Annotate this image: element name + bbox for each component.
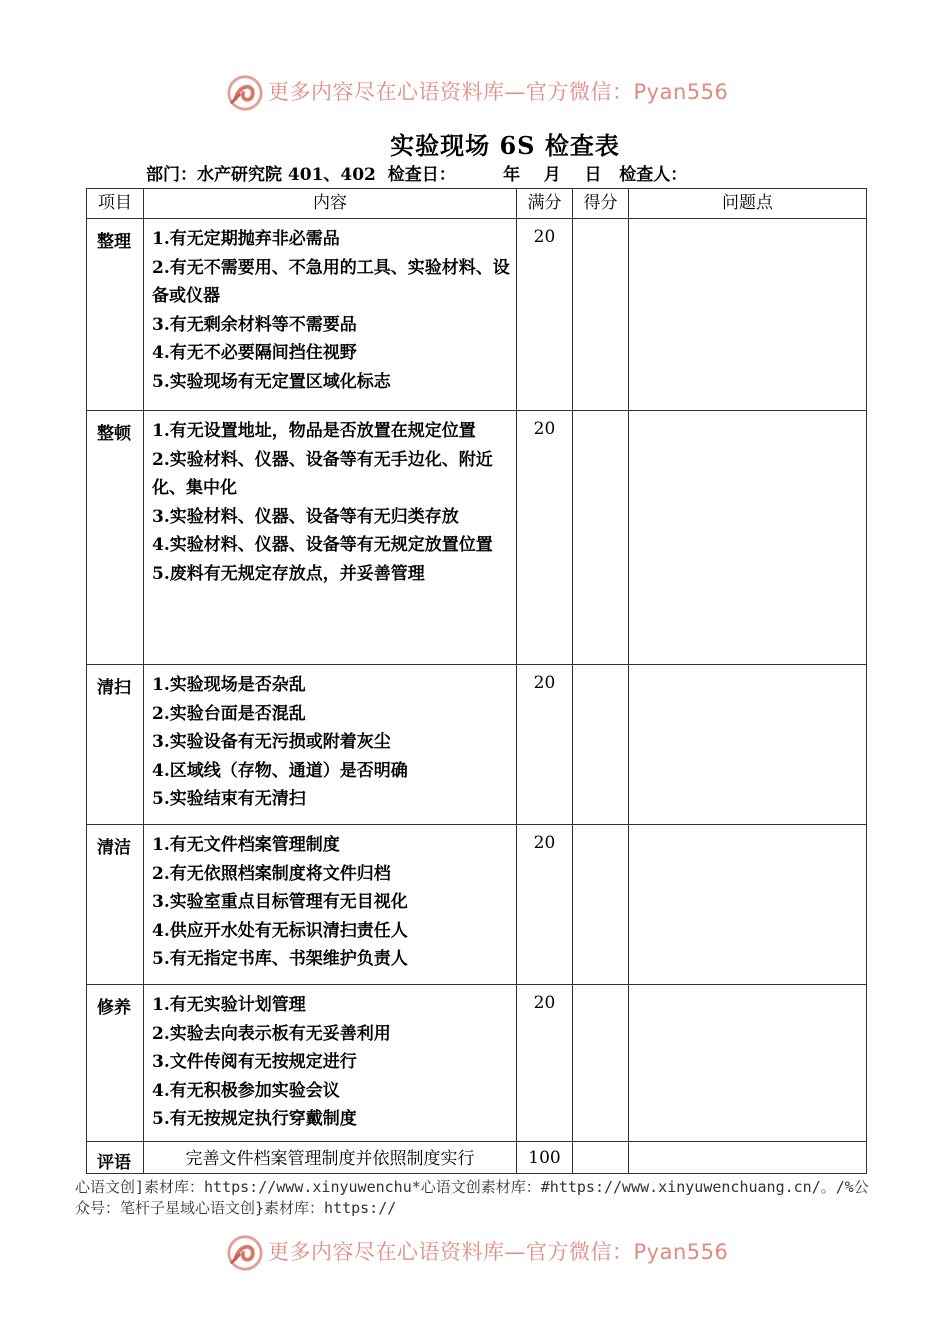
content-cell — [144, 411, 517, 665]
check-date-label: 检查日： — [387, 165, 456, 185]
full-score-cell: 20 — [517, 665, 573, 825]
issues-input-cell[interactable] — [629, 985, 867, 1142]
category-cell: 清扫 — [87, 665, 144, 825]
issues-input-cell[interactable] — [629, 825, 867, 985]
content-cell — [144, 665, 517, 825]
list-item: 4.有无积极参加实验会议 — [152, 1080, 340, 1101]
list-item: 1.有无设置地址，物品是否放置在规定位置 — [152, 421, 476, 441]
promo-banner-top — [0, 72, 950, 116]
table-row — [87, 219, 867, 411]
list-item: 2.实验台面是否混乱 — [152, 703, 306, 724]
list-item: 4.区域线（存物、通道）是否明确 — [152, 760, 408, 781]
evaluation-row — [87, 1142, 867, 1174]
header-issues: 问题点 — [629, 189, 867, 219]
list-item: 1.有无定期抛弃非必需品 — [152, 229, 340, 249]
meta-line — [146, 164, 687, 186]
score-input-cell[interactable] — [573, 1142, 629, 1174]
evaluation-text: 完善文件档案管理制度并依照制度实行 — [144, 1142, 517, 1174]
inspector-label: 检查人： — [619, 165, 688, 185]
day-label: 日 — [584, 165, 602, 185]
table-header-row — [87, 189, 867, 219]
issues-input-cell[interactable] — [629, 411, 867, 665]
category-cell: 整理 — [87, 219, 144, 411]
content-cell — [144, 219, 517, 411]
score-input-cell[interactable] — [573, 411, 629, 665]
list-item: 2.有无不需要用、不急用的工具、实验材料、设备或仪器 — [152, 257, 510, 306]
score-input-cell[interactable] — [573, 665, 629, 825]
list-item: 1.有无实验计划管理 — [152, 995, 306, 1015]
score-input-cell[interactable] — [573, 985, 629, 1142]
list-item: 5.有无指定书库、书架维护负责人 — [152, 949, 408, 969]
full-score-cell: 20 — [517, 411, 573, 665]
category-cell: 修养 — [87, 985, 144, 1142]
banner-text: 更多内容尽在心语资料库—官方微信：Pyan556 — [268, 1240, 729, 1264]
table-row — [87, 411, 867, 665]
list-item: 2.有无依照档案制度将文件归档 — [152, 863, 391, 884]
list-item: 5.有无按规定执行穿戴制度 — [152, 1109, 357, 1129]
department-label: 部门：水产研究院 401、402 — [146, 165, 376, 185]
list-item: 4.有无不必要隔间挡住视野 — [152, 343, 357, 363]
score-input-cell[interactable] — [573, 219, 629, 411]
issues-input-cell[interactable] — [629, 1142, 867, 1174]
category-cell: 清洁 — [87, 825, 144, 985]
list-item: 1.实验现场是否杂乱 — [152, 675, 306, 695]
content-cell — [144, 825, 517, 985]
list-item: 4.实验材料、仪器、设备等有无规定放置位置 — [152, 535, 493, 555]
list-item: 4.供应开水处有无标识清扫责任人 — [152, 920, 408, 941]
full-score-cell: 20 — [517, 219, 573, 411]
list-item: 5.实验现场有无定置区域化标志 — [152, 371, 391, 392]
score-input-cell[interactable] — [573, 825, 629, 985]
inspection-table — [86, 188, 867, 1174]
table-row — [87, 665, 867, 825]
evaluation-label: 评语 — [87, 1142, 144, 1174]
year-label: 年 — [503, 165, 521, 185]
month-label: 月 — [543, 165, 561, 185]
list-item: 5.废料有无规定存放点，并妥善管理 — [152, 563, 425, 584]
issues-input-cell[interactable] — [629, 665, 867, 825]
document-title: 实验现场 6S 检查表 — [390, 131, 620, 160]
list-item: 5.实验结束有无清扫 — [152, 789, 306, 809]
swirl-logo-icon — [226, 1234, 264, 1272]
list-item: 2.实验去向表示板有无妥善利用 — [152, 1023, 391, 1044]
list-item: 3.实验室重点目标管理有无目视化 — [152, 892, 408, 912]
issues-input-cell[interactable] — [629, 219, 867, 411]
table-row — [87, 825, 867, 985]
category-cell: 整顿 — [87, 411, 144, 665]
header-content: 内容 — [144, 189, 517, 219]
header-score: 得分 — [573, 189, 629, 219]
full-score-cell: 20 — [517, 825, 573, 985]
header-category: 项目 — [87, 189, 144, 219]
promo-banner-bottom — [0, 1232, 950, 1276]
table-row — [87, 985, 867, 1142]
list-item: 3.文件传阅有无按规定进行 — [152, 1052, 357, 1072]
swirl-logo-icon — [226, 74, 264, 112]
list-item: 3.实验材料、仪器、设备等有无归类存放 — [152, 506, 459, 527]
list-item: 3.有无剩余材料等不需要品 — [152, 314, 357, 335]
footer-watermark-text: 心语文创]素材库：https://www.xinyuwenchu*心语文创素材库：#https://www.xinyuwenchuang.cn/。/%公众号：笔杆子星域心语文创}素材库：https:// — [75, 1178, 869, 1217]
full-score-cell: 20 — [517, 985, 573, 1142]
list-item: 3.实验设备有无污损或附着灰尘 — [152, 732, 391, 752]
list-item: 1.有无文件档案管理制度 — [152, 835, 340, 855]
content-cell — [144, 985, 517, 1142]
header-full-score: 满分 — [517, 189, 573, 219]
list-item: 2.实验材料、仪器、设备等有无手边化、附近化、集中化 — [152, 449, 493, 498]
banner-text: 更多内容尽在心语资料库—官方微信：Pyan556 — [268, 80, 729, 104]
total-score: 100 — [517, 1142, 573, 1174]
